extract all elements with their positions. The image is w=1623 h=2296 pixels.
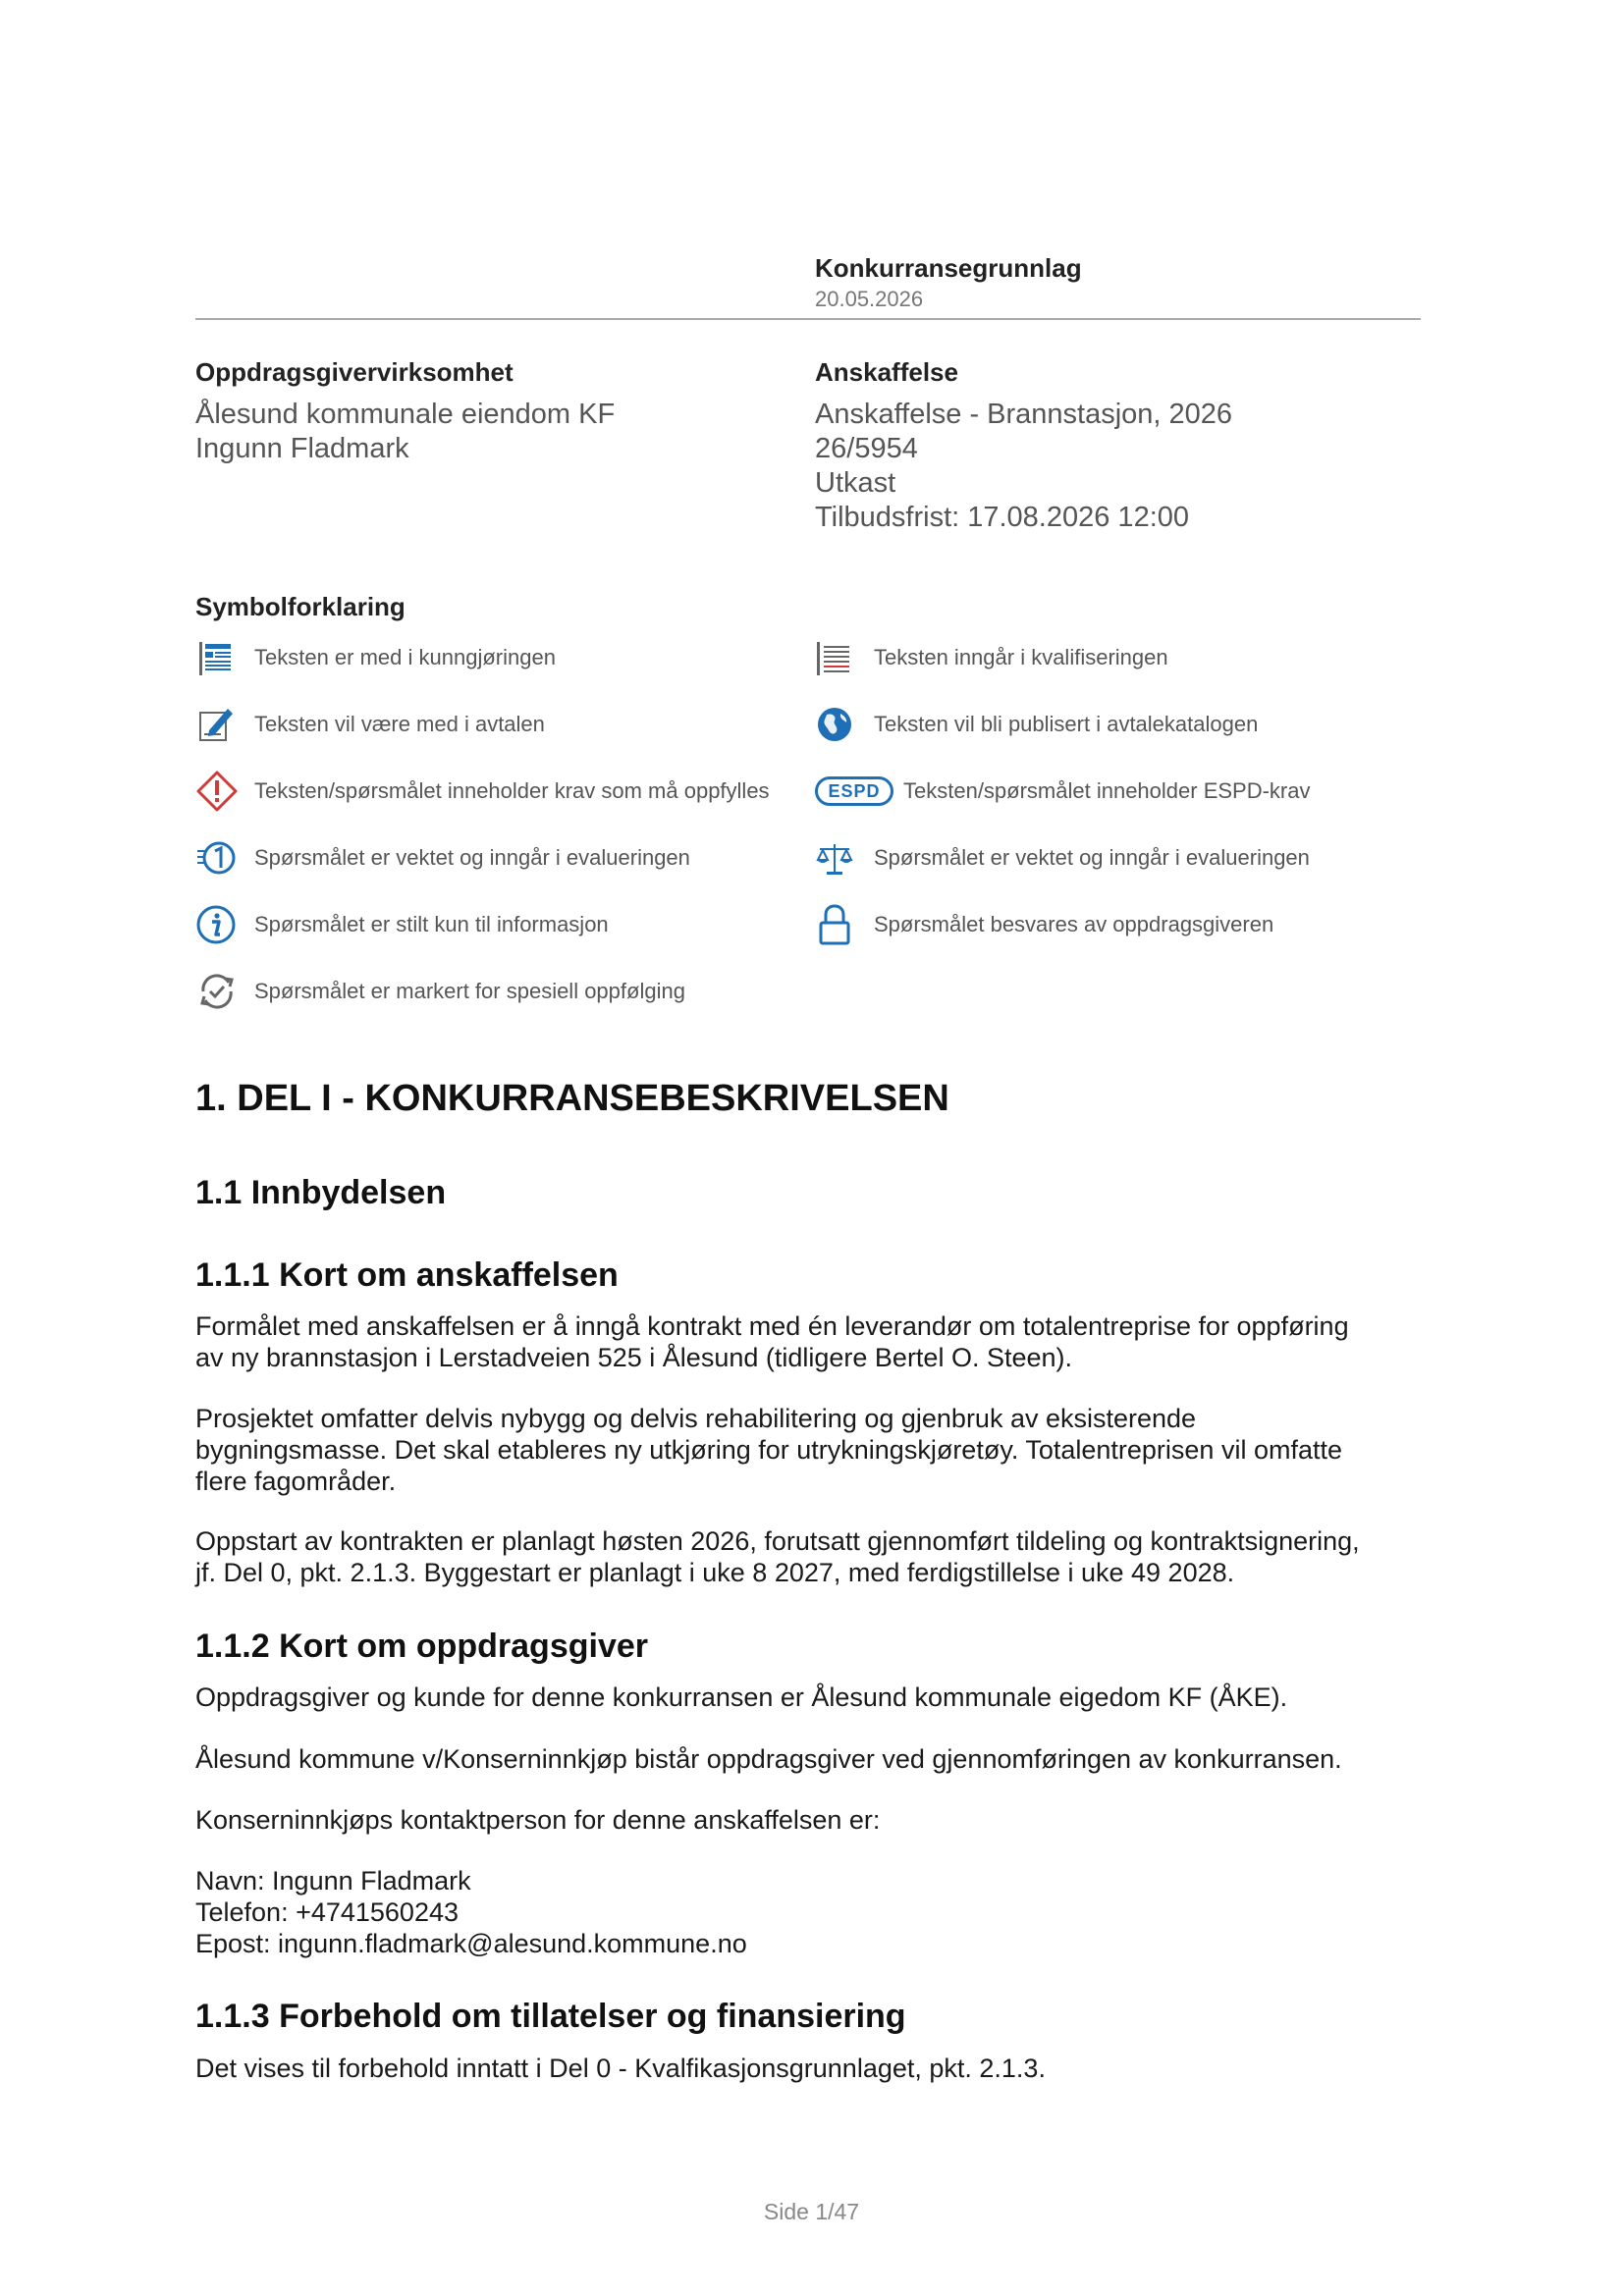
legend-text: Spørsmålet er vektet og inngår i evalueringen [874, 845, 1310, 870]
section-heading-1-1-1: 1.1.1 Kort om anskaffelsen [195, 1256, 619, 1294]
legend-text: Spørsmålet er stilt kun til informasjon [254, 912, 609, 936]
paragraph-client: Oppdragsgiver og kunde for denne konkurransen er Ålesund kommunale eigedom KF (ÅKE). [195, 1682, 1288, 1712]
procurement-label: Anskaffelse [815, 357, 958, 387]
section-heading-1-1: 1.1 Innbydelsen [195, 1174, 447, 1211]
procurement-status: Utkast [815, 467, 896, 499]
legend-text: Teksten/spørsmålet inneholder ESPD-krav [903, 778, 1311, 803]
client-name: Ålesund kommunale eiendom KF [195, 399, 616, 430]
scales-icon [815, 836, 860, 880]
info-icon [195, 903, 241, 946]
client-label: Oppdragsgivervirksomhet [195, 357, 514, 387]
legend-text: Spørsmålet besvares av oppdragsgiveren [874, 912, 1274, 936]
contact-phone: Telefon: +4741560243 [195, 1897, 459, 1927]
paragraph-scope [195, 1403, 1423, 1497]
legend-title: Symbolforklaring [195, 592, 406, 621]
paragraph-line: av ny brannstasjon i Lerstadveien 525 i Ålesund (tidligere Bertel O. Steen). [195, 1343, 1073, 1372]
paragraph-line: Formålet med anskaffelsen er å inngå kontrakt med én leverandør om totalentreprise for oppføring [195, 1311, 1349, 1341]
qualification-list-icon [815, 636, 860, 679]
legend-item [195, 770, 770, 813]
globe-icon [815, 703, 860, 746]
espd-badge-icon: ESPD [815, 776, 893, 806]
legend-item [815, 770, 1311, 813]
legend-text: Spørsmålet er markert for spesiell oppfølging [254, 979, 685, 1003]
paragraph-reservations: Det vises til forbehold inntatt i Del 0 - Kvalfikasjonsgrunnlaget, pkt. 2.1.3. [195, 2054, 1046, 2083]
legend-text: Teksten er med i kunngjøringen [254, 645, 556, 669]
header-divider [195, 318, 1421, 320]
legend-text: Spørsmålet er vektet og inngår i evalueringen [254, 845, 690, 870]
paragraph-line: jf. Del 0, pkt. 2.1.3. Byggestart er planlagt i uke 8 2027, med ferdigstillelse i uke 49 2028. [195, 1558, 1235, 1587]
legend-item [815, 703, 1258, 746]
contract-edit-icon [195, 703, 241, 746]
procurement-deadline: Tilbudsfrist: 17.08.2026 12:00 [815, 502, 1190, 533]
follow-up-icon [195, 970, 241, 1013]
section-heading-1: 1. DEL I - KONKURRANSEBESKRIVELSEN [195, 1078, 949, 1119]
announcement-icon [195, 636, 241, 679]
document-date: 20.05.2026 [815, 287, 924, 311]
legend-item [195, 703, 545, 746]
legend-item [815, 836, 1310, 880]
paragraph-line: flere fagområder. [195, 1467, 397, 1496]
document-type: Konkurransegrunnlag [815, 253, 1082, 283]
paragraph-contact-intro: Konserninnkjøps kontaktperson for denne anskaffelsen er: [195, 1805, 881, 1835]
legend-text: Teksten inngår i kvalifiseringen [874, 645, 1168, 669]
paragraph-line: Oppstart av kontrakten er planlagt høsten 2026, forutsatt gjennomført tildeling og kontraktsignering, [195, 1526, 1360, 1556]
procurement-block [815, 357, 1232, 535]
paragraph-purpose [195, 1310, 1423, 1373]
legend-text: Teksten/spørsmålet inneholder krav som må oppfylles [254, 778, 770, 803]
legend-item [195, 636, 556, 679]
paragraph-schedule [195, 1525, 1423, 1588]
section-heading-1-1-3: 1.1.3 Forbehold om tillatelser og finansiering [195, 1998, 906, 2035]
legend-text: Teksten vil bli publisert i avtalekatalogen [874, 712, 1259, 736]
contact-details [195, 1865, 1423, 1959]
paragraph-line: bygningsmasse. Det skal etableres ny utkjøring for utrykningskjøretøy. Totalentreprisen vil omfatte [195, 1435, 1342, 1465]
legend-item [195, 970, 685, 1013]
lock-icon [815, 903, 860, 946]
legend-item [195, 836, 690, 880]
legend-item [815, 636, 1168, 679]
paragraph-assistance: Ålesund kommune v/Konserninnkjøp bistår oppdragsgiver ved gjennomføringen av konkurransen. [195, 1744, 1342, 1774]
client-contact: Ingunn Fladmark [195, 433, 409, 464]
weighted-evaluation-icon [195, 836, 241, 880]
section-heading-1-1-2: 1.1.2 Kort om oppdragsgiver [195, 1628, 648, 1665]
legend-item [815, 903, 1273, 946]
warning-diamond-icon [195, 770, 241, 813]
legend-text: Teksten vil være med i avtalen [254, 712, 545, 736]
procurement-title: Anskaffelse - Brannstasjon, 2026 [815, 399, 1233, 430]
paragraph-line: Prosjektet omfatter delvis nybygg og delvis rehabilitering og gjenbruk av eksisterende [195, 1404, 1197, 1433]
contact-email: Epost: ingunn.fladmark@alesund.kommune.no [195, 1929, 747, 1958]
contact-name: Navn: Ingunn Fladmark [195, 1866, 471, 1896]
legend-item [195, 903, 609, 946]
procurement-case-number: 26/5954 [815, 433, 918, 464]
page-number: Side 1/47 [763, 2199, 860, 2224]
client-block [195, 357, 615, 466]
